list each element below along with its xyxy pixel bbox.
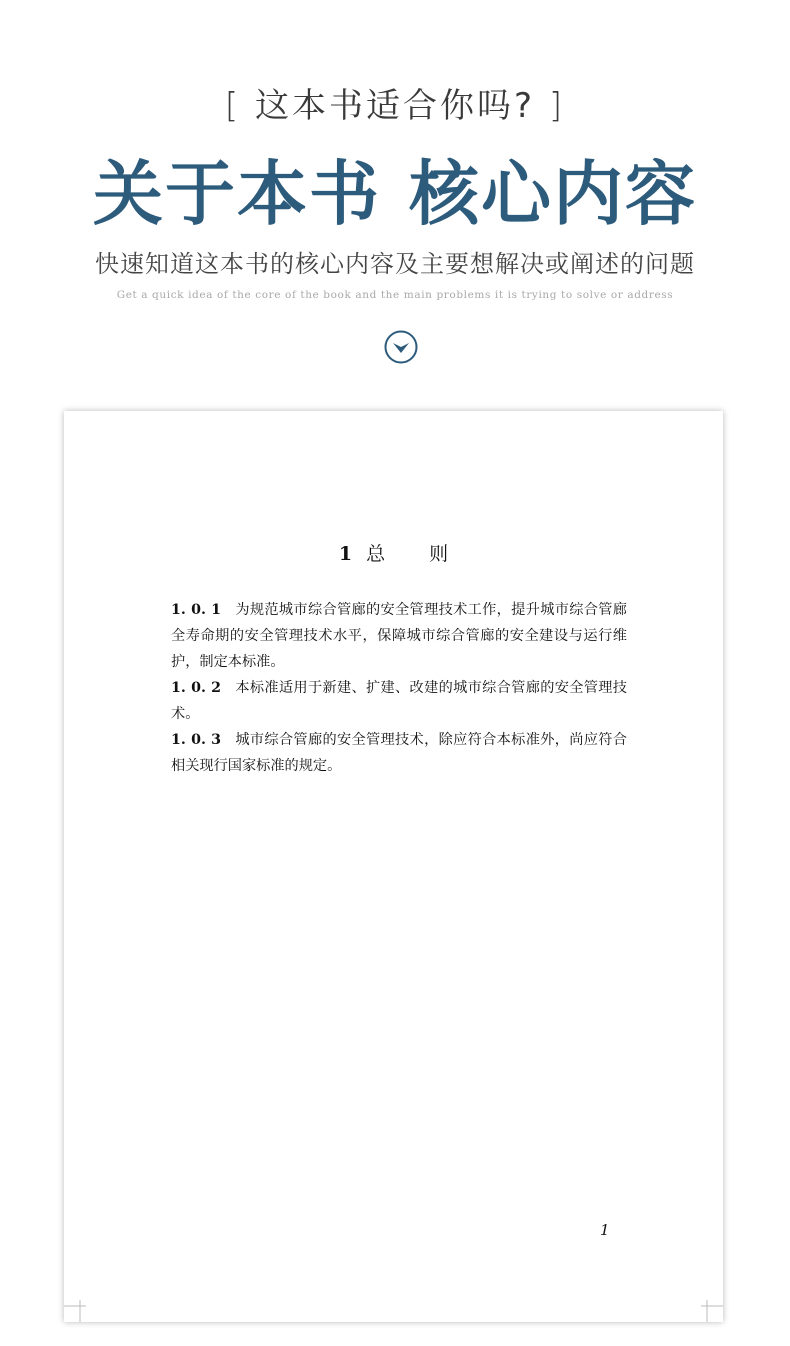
kicker-text: 这本书适合你吗? xyxy=(254,86,536,126)
kicker-bracket-open: [ xyxy=(224,86,242,126)
main-title xyxy=(0,138,790,239)
header-section xyxy=(0,0,790,400)
main-title-part1: 关于本书 xyxy=(93,152,381,235)
clause-item xyxy=(171,675,627,727)
clause-item xyxy=(171,727,627,779)
chapter-heading xyxy=(64,539,723,566)
document-page xyxy=(64,411,723,1322)
clause-list xyxy=(171,597,627,779)
subtitle-english: Get a quick idea of the core of the book and the main problems it is trying to solve or address xyxy=(116,289,674,301)
main-title-part2: 核心内容 xyxy=(409,152,697,235)
subtitle: 快速知道这本书的核心内容及主要想解决或阐述的问题 xyxy=(95,250,695,278)
crop-mark-icon xyxy=(64,1300,86,1322)
page-number: 1 xyxy=(600,1221,610,1239)
kicker-bracket-close: ] xyxy=(548,86,566,126)
chevron-down-circle-icon xyxy=(384,330,418,364)
chapter-title-char-1: 总 xyxy=(366,543,386,565)
clause-number: 1. 0. 2 xyxy=(171,680,222,696)
chapter-number: 1 xyxy=(338,543,353,565)
kicker-heading xyxy=(0,78,790,127)
clause-text: 本标准适用于新建、扩建、改建的城市综合管廊的安全管理技术。 xyxy=(171,680,627,722)
clause-text: 城市综合管廊的安全管理技术，除应符合本标准外，尚应符合相关现行国家标准的规定。 xyxy=(171,732,627,774)
chapter-title-char-2: 则 xyxy=(429,543,449,565)
clause-item xyxy=(171,597,627,675)
clause-number: 1. 0. 1 xyxy=(171,602,222,618)
crop-mark-icon xyxy=(701,1300,723,1322)
clause-number: 1. 0. 3 xyxy=(171,732,222,748)
clause-text: 为规范城市综合管廊的安全管理技术工作，提升城市综合管廊全寿命期的安全管理技术水平，保障城市综合管廊的安全建设与运行维护，制定本标准。 xyxy=(171,602,627,670)
